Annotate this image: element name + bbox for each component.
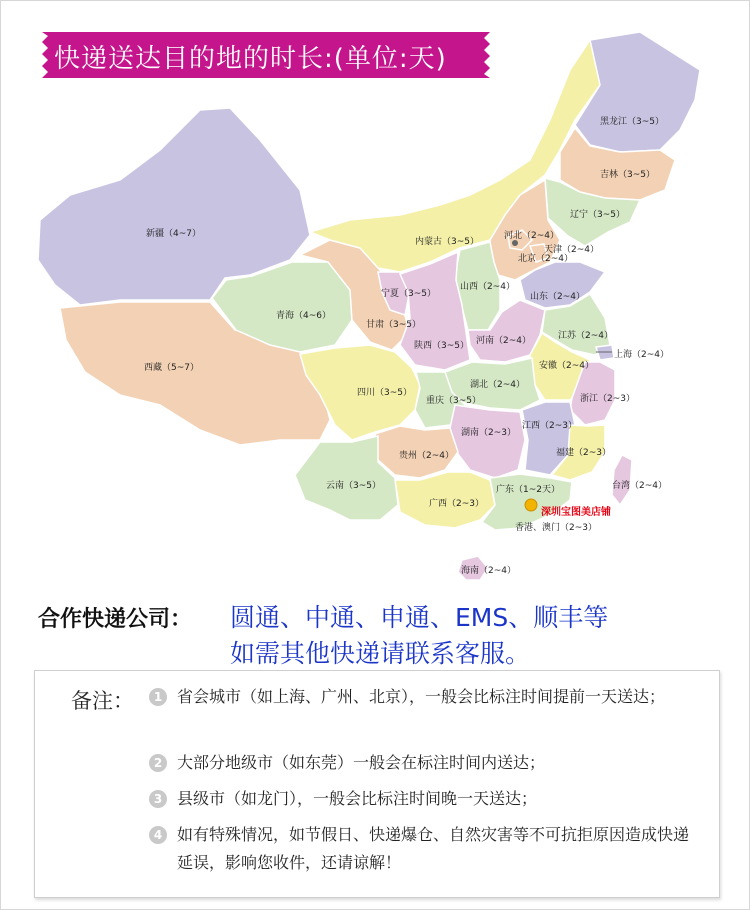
note-number-badge: 2 [149, 754, 167, 772]
note-text: 大部分地级市（如东莞）一般会在标注时间内送达； [177, 753, 546, 772]
partners-label: 合作快递公司： [38, 607, 193, 632]
label-shaanxi: 陕西（3~5） [414, 341, 469, 351]
note-number-badge: 1 [149, 688, 167, 706]
notes-box [34, 670, 720, 898]
label-hunan: 湖南（2~3） [461, 428, 516, 438]
label-fujian: 福建（2~3） [556, 448, 611, 458]
label-shandong: 山东（2~4） [530, 292, 585, 302]
label-guangdong: 广东（1~2天） [496, 485, 560, 495]
note-number-badge: 4 [149, 826, 167, 844]
label-liaoning: 辽宁（3~5） [570, 210, 625, 220]
label-hainan: 海南（2~4） [461, 566, 516, 576]
province-taiwan [612, 455, 632, 505]
label-taiwan: 台湾（2~4） [612, 481, 667, 491]
label-jiangxi: 江西（2~3） [522, 421, 577, 431]
label-qinghai: 青海（4~6） [276, 311, 331, 321]
label-tianjin: 天津（2~4） [544, 245, 599, 255]
note-item [153, 785, 697, 813]
label-jiangsu: 江苏（2~4） [558, 331, 613, 341]
note-text: 县级市（如龙门），一般会比标注时间晚一天送达； [177, 789, 538, 808]
shop-location-marker [525, 499, 537, 511]
label-beijing: 北京（2~4） [518, 254, 573, 264]
label-guizhou: 贵州（2~4） [399, 451, 454, 461]
label-ningxia: 宁夏（3~5） [381, 289, 436, 299]
partners-list: 圆通、中通、申通、EMS、顺丰等 [230, 603, 609, 632]
label-xinjiang: 新疆（4~7） [146, 229, 201, 239]
label-shanxi: 山西（2~4） [460, 282, 515, 292]
shop-location-label: 深圳宝图美店铺 [541, 507, 611, 518]
label-anhui: 安徽（2~4） [539, 361, 594, 371]
note-text: 如有特殊情况，如节假日、快递爆仓、自然灾害等不可抗拒原因造成快递延误，影响您收件，还请谅解！ [177, 825, 690, 872]
label-hkmacao: 香港、澳门（2~3） [515, 523, 597, 533]
note-text: 省会城市（如上海、广州、北京），一般会比标注时间提前一天送达； [177, 687, 666, 706]
label-zhejiang: 浙江（2~3） [580, 394, 635, 404]
label-shanghai: 上海（2~4） [614, 350, 669, 360]
note-item [153, 821, 697, 877]
label-yunnan: 云南（3~5） [326, 481, 381, 491]
label-heilongjiang: 黑龙江（3~5） [600, 117, 664, 127]
label-neimenggu: 内蒙古（3~5） [415, 237, 479, 247]
label-guangxi: 广西（2~3） [429, 499, 484, 509]
label-henan: 河南（2~4） [476, 336, 531, 346]
label-chongqing: 重庆（3~5） [426, 396, 481, 406]
label-hebei: 河北（2~4） [504, 231, 559, 241]
label-xizang: 西藏（5~7） [144, 363, 199, 373]
note-number-badge: 3 [149, 790, 167, 808]
note-item [153, 749, 697, 777]
page-title: 快递送达目的地的时长:(单位:天) [54, 44, 447, 74]
title-banner [36, 28, 496, 82]
note-item [153, 683, 697, 711]
province-hunan [450, 405, 525, 478]
label-gansu: 甘肃（3~5） [366, 320, 421, 330]
label-hubei: 湖北（2~4） [470, 380, 525, 390]
label-jilin: 吉林（3~5） [600, 170, 655, 180]
label-sichuan: 四川（3~5） [357, 388, 412, 398]
partners-contact-note: 如需其他快递请联系客服。 [230, 639, 531, 668]
notes-label: 备注： [71, 689, 134, 713]
